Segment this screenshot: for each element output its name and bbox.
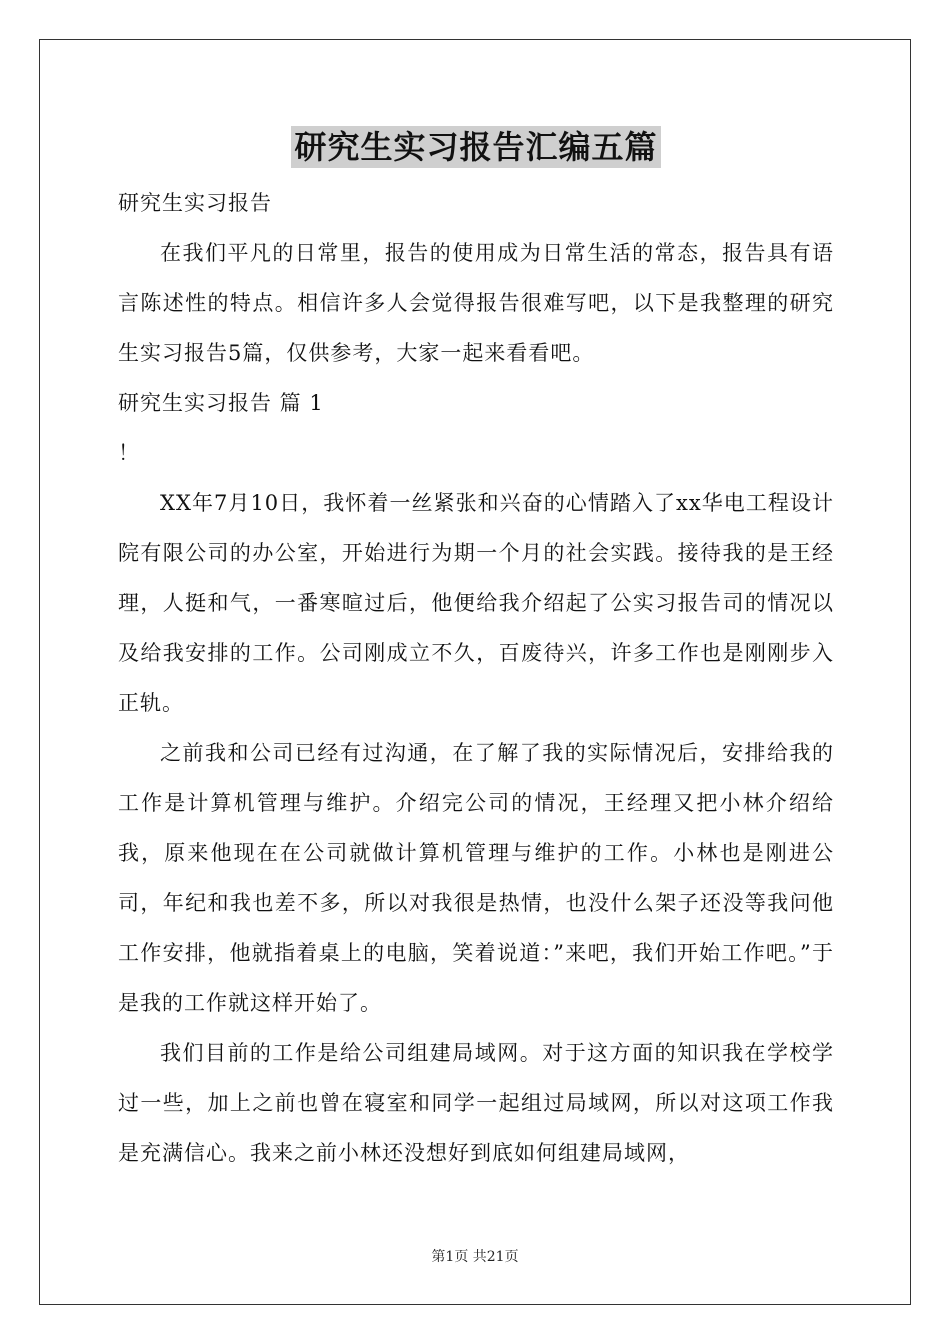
document-body [118, 126, 834, 1178]
body-paragraph-1: XX年7月10日，我怀着一丝紧张和兴奋的心情踏入了xx华电工程设计院有限公司的办公室，开始进行为期一个月的社会实践。接待我的是王经理，人挺和气，一番寒暄过后，他便给我介绍起了公实习报告司的情况以及给我安排的工作。公司刚成立不久，百废待兴，许多工作也是刚刚步入正轨。 [118, 491, 834, 715]
exclamation-line: ！ [118, 441, 140, 465]
section-heading: 研究生实习报告 篇 1 [118, 391, 324, 415]
page-footer: 第1页 共21页 [431, 1249, 519, 1265]
document-title: 研究生实习报告汇编五篇 [291, 126, 660, 168]
document-subtitle: 研究生实习报告 [118, 191, 272, 215]
intro-paragraph: 在我们平凡的日常里，报告的使用成为日常生活的常态，报告具有语言陈述性的特点。相信许多人会觉得报告很难写吧，以下是我整理的研究生实习报告5篇，仅供参考，大家一起来看看吧。 [118, 241, 834, 365]
body-paragraph-2: 之前我和公司已经有过沟通，在了解了我的实际情况后，安排给我的工作是计算机管理与维护。介绍完公司的情况，王经理又把小林介绍给我，原来他现在在公司就做计算机管理与维护的工作。小林也是刚进公司，年纪和我也差不多，所以对我很是热情，也没什么架子还没等我问他工作安排，他就指着桌上的电脑，笑着说道：”来吧，我们开始工作吧。”于是我的工作就这样开始了。 [118, 741, 834, 1015]
title-container [118, 126, 834, 168]
body-paragraph-3: 我们目前的工作是给公司组建局域网。对于这方面的知识我在学校学过一些，加上之前也曾在寝室和同学一起组过局域网，所以对这项工作我是充满信心。我来之前小林还没想好到底如何组建局域网， [118, 1041, 834, 1165]
